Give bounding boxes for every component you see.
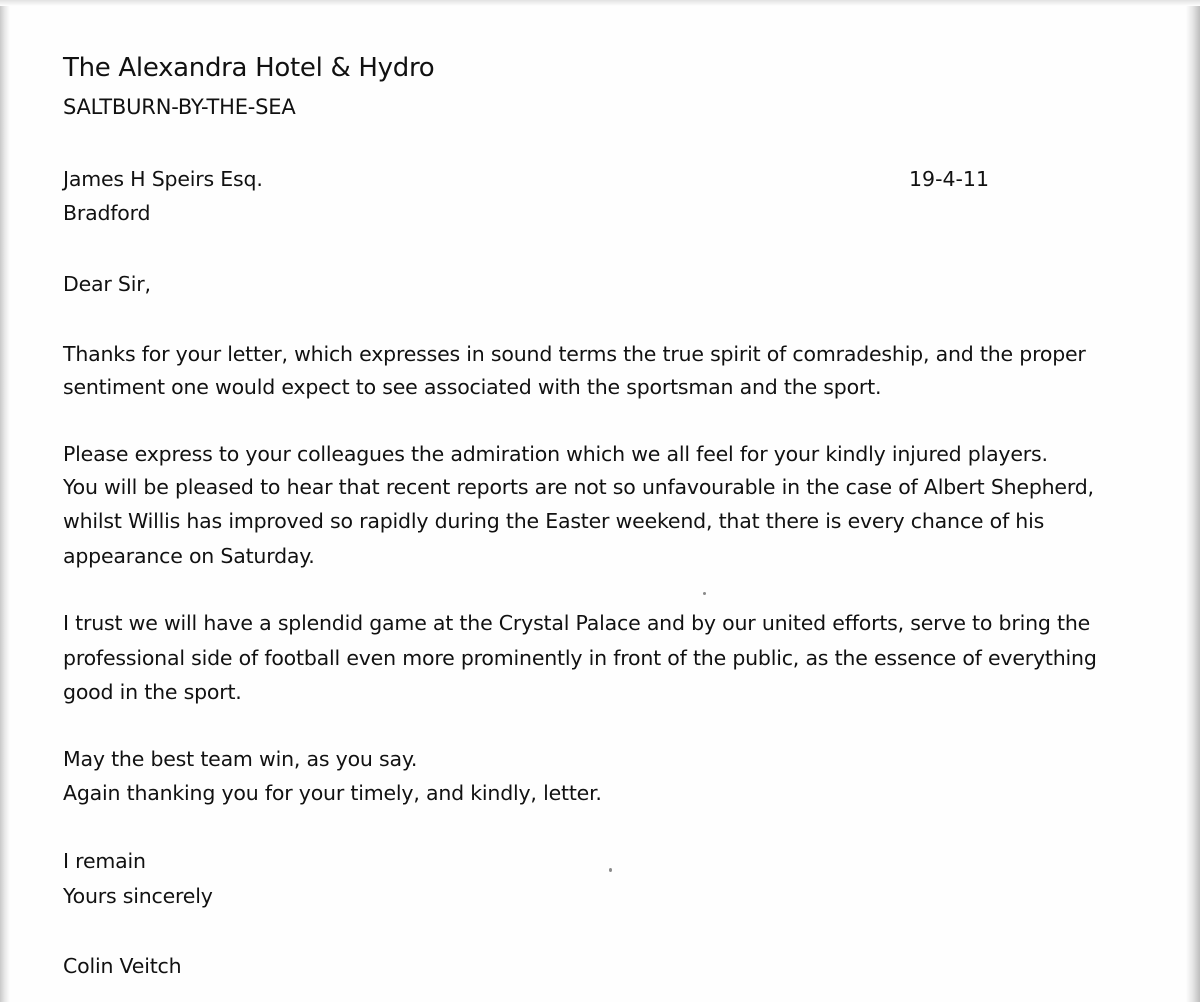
letter-date: 19-4-11 — [909, 167, 990, 191]
scan-speck — [703, 592, 706, 595]
signature-name: Colin Veitch — [63, 954, 182, 978]
scan-speck — [609, 868, 612, 872]
scan-edge-top — [0, 0, 1200, 6]
paragraph-3-line-2: professional side of football even more prominently in front of the public, as the essence of everything — [63, 646, 1097, 670]
addressee-place: Bradford — [63, 201, 151, 225]
closing-line-2: Yours sincerely — [63, 884, 213, 908]
paragraph-3-line-3: good in the sport. — [63, 680, 242, 704]
paragraph-2-line-2: You will be pleased to hear that recent reports are not so unfavourable in the case of Albert Shepherd, — [63, 475, 1094, 499]
scan-edge-left — [0, 0, 10, 1002]
paragraph-2-line-3: whilst Willis has improved so rapidly during the Easter weekend, that there is every chance of his — [63, 509, 1045, 533]
salutation: Dear Sir, — [63, 272, 151, 296]
letterhead-hotel-name: The Alexandra Hotel & Hydro — [63, 53, 435, 83]
letterhead-town: SALTBURN-BY-THE-SEA — [63, 95, 296, 119]
paragraph-4-line-1: May the best team win, as you say. — [63, 747, 418, 771]
paragraph-3-line-1: I trust we will have a splendid game at the Crystal Palace and by our united efforts, serve to bring the — [63, 611, 1091, 635]
scan-edge-right — [1186, 0, 1200, 1002]
paragraph-1-line-1: Thanks for your letter, which expresses in sound terms the true spirit of comradeship, and the proper — [63, 342, 1086, 366]
paragraph-2-line-4: appearance on Saturday. — [63, 544, 315, 568]
closing-line-1: I remain — [63, 849, 146, 873]
paragraph-1-line-2: sentiment one would expect to see associated with the sportsman and the sport. — [63, 375, 882, 399]
addressee-name: James H Speirs Esq. — [63, 167, 263, 191]
paragraph-4-line-2: Again thanking you for your timely, and kindly, letter. — [63, 781, 602, 805]
paragraph-2-line-1: Please express to your colleagues the admiration which we all feel for your kindly injured players. — [63, 442, 1048, 466]
